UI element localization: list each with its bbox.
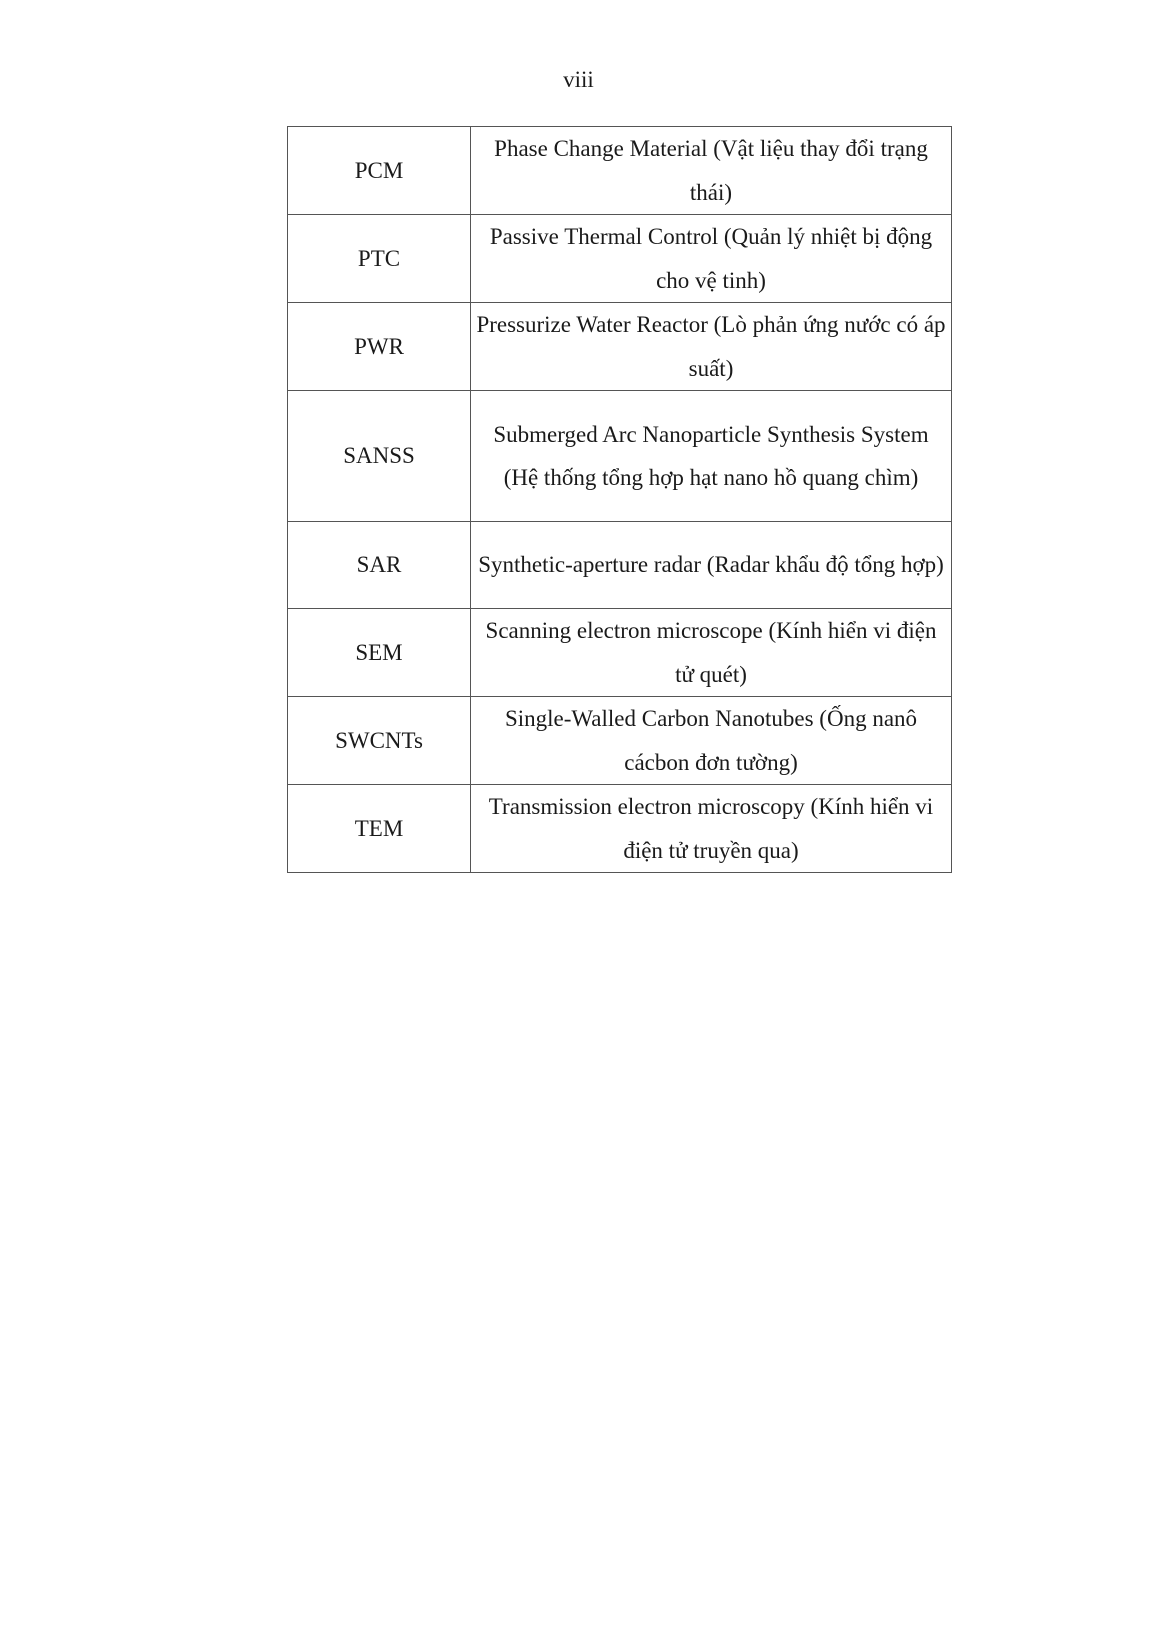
definition-cell: Passive Thermal Control (Quản lý nhiệt bị động cho vệ tinh): [471, 215, 952, 303]
abbreviation-cell: SEM: [288, 609, 471, 697]
table-row: [288, 609, 952, 697]
table-row: [288, 522, 952, 609]
table-row: [288, 391, 952, 522]
abbreviation-cell: SANSS: [288, 391, 471, 522]
definition-cell: Scanning electron microscope (Kính hiển vi điện tử quét): [471, 609, 952, 697]
definition-cell: Synthetic-aperture radar (Radar khẩu độ tổng hợp): [471, 522, 952, 609]
page-number: viii: [563, 67, 594, 92]
definition-cell: Transmission electron microscopy (Kính hiển vi điện tử truyền qua): [471, 785, 952, 873]
definition-cell: Submerged Arc Nanoparticle Synthesis System (Hệ thống tổng hợp hạt nano hồ quang chìm): [471, 391, 952, 522]
abbreviation-cell: SAR: [288, 522, 471, 609]
abbreviation-cell: SWCNTs: [288, 697, 471, 785]
abbreviation-cell: PWR: [288, 303, 471, 391]
table-row: [288, 303, 952, 391]
table-row: [288, 785, 952, 873]
definition-cell: Pressurize Water Reactor (Lò phản ứng nước có áp suất): [471, 303, 952, 391]
abbreviation-cell: PTC: [288, 215, 471, 303]
abbreviation-cell: PCM: [288, 127, 471, 215]
definition-cell: Phase Change Material (Vật liệu thay đổi trạng thái): [471, 127, 952, 215]
table-row: [288, 215, 952, 303]
abbreviation-cell: TEM: [288, 785, 471, 873]
table-row: [288, 127, 952, 215]
table-row: [288, 697, 952, 785]
abbreviation-table: [287, 126, 952, 873]
definition-cell: Single-Walled Carbon Nanotubes (Ống nanô cácbon đơn tường): [471, 697, 952, 785]
